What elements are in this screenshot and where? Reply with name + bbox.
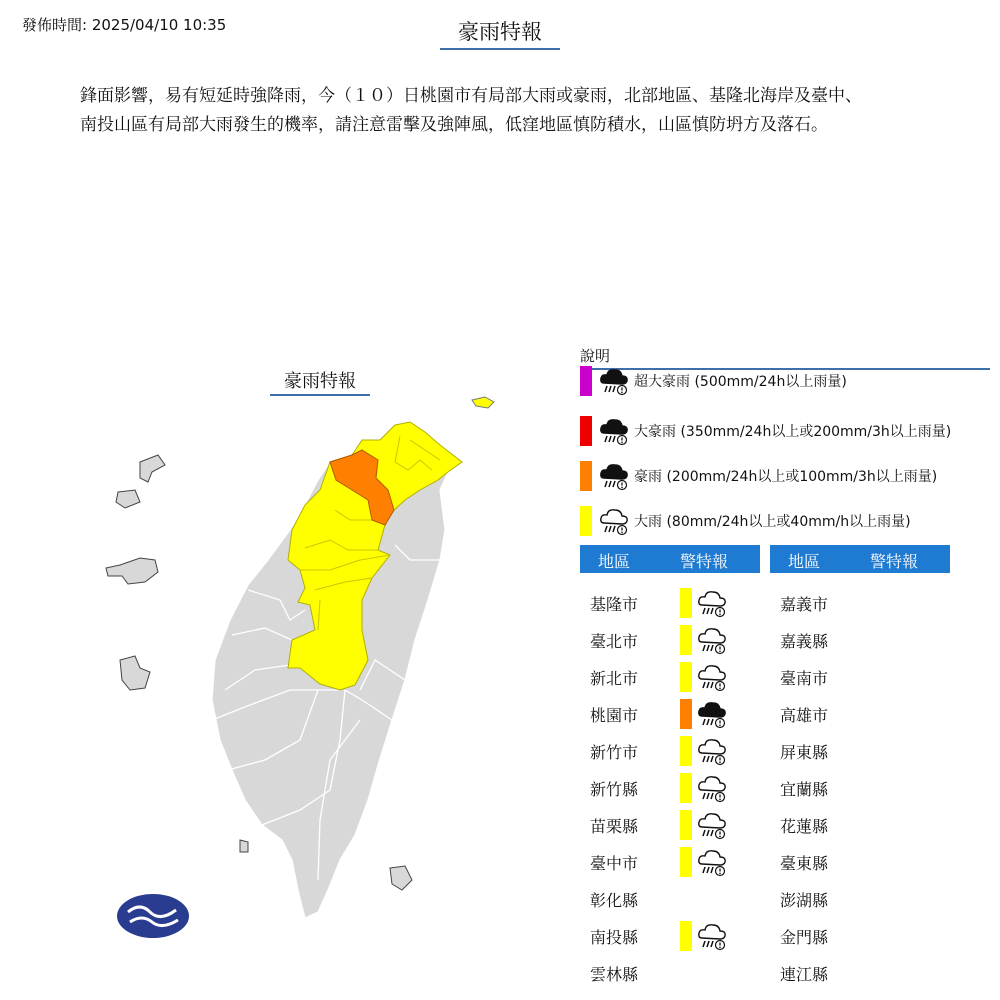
region-name: 彰化縣 xyxy=(590,891,639,910)
warning-level-bar xyxy=(680,588,692,618)
extremely-heavy-rain-icon xyxy=(598,415,630,447)
table-row xyxy=(770,919,950,956)
warning-level-bar xyxy=(680,847,692,877)
heavy-rain-icon xyxy=(696,809,728,841)
region-name: 嘉義市 xyxy=(780,595,829,614)
warning-description xyxy=(80,82,940,140)
table-row xyxy=(770,882,950,919)
penghu-island xyxy=(116,490,140,508)
heavy-rain-icon xyxy=(696,846,728,878)
heavy-rain-icon xyxy=(696,587,728,619)
table-row xyxy=(770,660,950,697)
table-row xyxy=(770,586,950,623)
header-warning: 警特報 xyxy=(870,552,919,571)
torrential-rain-icon xyxy=(598,460,630,492)
warning-level-bar xyxy=(680,921,692,951)
region-name: 高雄市 xyxy=(780,706,829,725)
issued-time: 發佈時間: 2025/04/10 10:35 xyxy=(22,16,227,34)
heavy-rain-icon xyxy=(696,772,728,804)
description-line: 南投山區有局部大雨發生的機率，請注意雷擊及強陣風，低窪地區慎防積水，山區慎防坍方及落石。 xyxy=(80,115,828,135)
page-title: 豪雨特報 xyxy=(440,16,560,50)
table-row xyxy=(770,808,950,845)
region-name: 新竹市 xyxy=(590,743,639,762)
legend-item xyxy=(580,415,951,447)
table-header-left xyxy=(580,545,760,573)
region-name: 嘉義縣 xyxy=(780,632,829,651)
table-row xyxy=(770,845,950,882)
taiwan-island xyxy=(106,397,494,918)
region-name: 宜蘭縣 xyxy=(780,780,829,799)
legend-label: 大豪雨 (350mm/24h以上或200mm/3h以上雨量) xyxy=(634,424,952,440)
warning-level-bar xyxy=(680,773,692,803)
header-region: 地區 xyxy=(598,552,631,571)
table-row xyxy=(580,623,760,660)
heavy-rain-icon xyxy=(598,505,630,537)
region-name: 屏東縣 xyxy=(780,743,829,762)
warning-level-bar xyxy=(680,699,692,729)
table-row xyxy=(580,660,760,697)
heavy-rain-icon xyxy=(696,624,728,656)
table-row xyxy=(580,586,760,623)
table-row xyxy=(580,919,760,956)
heavy-rain-icon xyxy=(696,920,728,952)
heavy-rain-icon xyxy=(696,735,728,767)
table-row xyxy=(580,882,760,919)
table-row xyxy=(580,808,760,845)
region-name: 花蓮縣 xyxy=(780,817,829,836)
table-row xyxy=(770,956,950,993)
warning-level-bar xyxy=(680,736,692,766)
region-name: 臺東縣 xyxy=(780,854,829,873)
warning-level-bar xyxy=(680,625,692,655)
region-name: 新竹縣 xyxy=(590,780,639,799)
legend-item xyxy=(580,505,911,537)
heavy-rain-icon xyxy=(696,661,728,693)
green-island xyxy=(240,840,248,852)
header-warning: 警特報 xyxy=(680,552,729,571)
table-row xyxy=(770,623,950,660)
header-region: 地區 xyxy=(788,552,821,571)
legend-item xyxy=(580,460,937,492)
region-name: 桃園市 xyxy=(590,706,639,725)
keelung-islet xyxy=(472,397,494,408)
legend-swatch xyxy=(580,506,592,536)
region-name: 金門縣 xyxy=(780,928,829,947)
warning-level-bar xyxy=(680,810,692,840)
cwa-logo-icon xyxy=(117,894,189,938)
region-name: 苗栗縣 xyxy=(590,817,639,836)
table-row xyxy=(580,734,760,771)
region-name: 澎湖縣 xyxy=(780,891,829,910)
legend-label: 大雨 (80mm/24h以上或40mm/h以上雨量) xyxy=(634,514,911,530)
orchid-island xyxy=(390,866,412,890)
table-row xyxy=(580,845,760,882)
torrential-rain-icon xyxy=(696,698,728,730)
legend-swatch xyxy=(580,416,592,446)
legend-heading: 說明 xyxy=(580,345,990,370)
legend-label: 豪雨 (200mm/24h以上或100mm/3h以上雨量) xyxy=(634,469,938,485)
taiwan-warning-map xyxy=(0,380,560,1000)
penghu-island xyxy=(106,558,158,584)
legend-swatch xyxy=(580,461,592,491)
region-name: 南投縣 xyxy=(590,928,639,947)
legend-item xyxy=(580,365,847,397)
extremely-torrential-rain-icon xyxy=(598,365,630,397)
table-row xyxy=(770,734,950,771)
legend-swatch xyxy=(580,366,592,396)
penghu-island xyxy=(120,656,150,690)
table-row xyxy=(770,771,950,808)
region-name: 基隆市 xyxy=(590,595,639,614)
table-row xyxy=(770,697,950,734)
region-name: 新北市 xyxy=(590,669,639,688)
table-row xyxy=(580,697,760,734)
table-row xyxy=(580,956,760,993)
map-title: 豪雨特報 xyxy=(270,367,370,396)
region-name: 臺中市 xyxy=(590,854,639,873)
region-name: 臺南市 xyxy=(780,669,829,688)
table-row xyxy=(580,771,760,808)
region-name: 連江縣 xyxy=(780,965,829,984)
table-header-right xyxy=(770,545,950,573)
legend-label: 超大豪雨 (500mm/24h以上雨量) xyxy=(634,374,847,390)
region-name: 雲林縣 xyxy=(590,965,639,984)
description-line: 鋒面影響，易有短延時強降雨，今（１０）日桃園市有局部大雨或豪雨，北部地區、基隆北海岸及臺中、 xyxy=(80,86,862,106)
penghu-island xyxy=(140,455,165,482)
region-name: 臺北市 xyxy=(590,632,639,651)
warning-level-bar xyxy=(680,662,692,692)
